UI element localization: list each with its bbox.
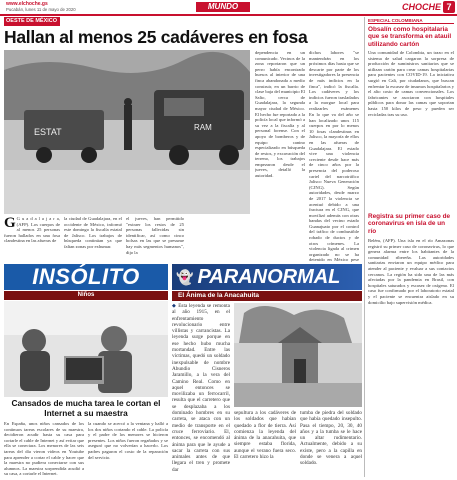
photo-scene bbox=[4, 50, 250, 214]
paranormal-col-3: tumba de piedra del soldado que había quedado insepulto. Pasa el tiempo, 20, 30, 40 años y a la tumba se le hace un altar rudimentario. Actualmente, debido a su existe, pero a la capilla en donde se venera a aquel soldado. bbox=[300, 410, 362, 467]
story-headline: Hallan al menos 25 cadáveres en fosa bbox=[4, 27, 308, 47]
insolito-headline: Cansados de mucha tarea le cortan el Internet a su maestra bbox=[11, 398, 161, 418]
story-col-3: el jueves, han permitido "extraer los restos de 25 personas fallecidas sin identificar, así como cinco bolsas en las que se presume hay más segmentos humanos", dijo la bbox=[126, 216, 184, 255]
insolito-col-1: En España, unos niños cansados de los continuos tareas escolares de su maestra, decidieron acudir hasta su casa para cortarle el cable de Internet y así evitar que ella se conectara. Los menores de las seis tareas del día vieron videos en Youtube para aprender a cortar el cable y hacer que la maestra no pudiera conectarse con sus alumnos. La maestra sorprendida acudió a su casa, a cortarle el Internet. bbox=[4, 421, 84, 477]
svg-text:ESTAT: ESTAT bbox=[34, 127, 62, 137]
sidebar-headline-1: Obsalín como hospitalaria que se transforma en atauil utilizando cartón bbox=[368, 26, 452, 48]
bullet-icon: ◆ bbox=[172, 303, 179, 309]
paranormal-subtitle: El Ánima de la Anacahuita bbox=[172, 291, 362, 301]
story-col-5: dichos labores "se mantendrán en los próximos días hasta que se descarte por parte de los investigadores la presencia de más indicios en la finca", indicó la fiscalía. Los cadáveres y los indicios fueron trasladados a la morgue local para realizarles exámenes bbox=[309, 50, 359, 111]
story-kicker: OESTE DE MÉXICO bbox=[4, 17, 60, 26]
drop-cap: G bbox=[4, 216, 16, 231]
header-rule bbox=[0, 14, 457, 16]
insolito-section: Niños bbox=[4, 291, 168, 300]
sidebar-body-1: Una comunidad de Colombia, un trazo en el sistema de salud cargaron la sorpresa de producción de suministros sanitarios que se utilizan cartón para crear camas hospitalarias para pacientes con COVID-19. La iniciativa surgió en Cali, por ciudadanos, que buscan enfrentar la escasez de insumos hospitalarios y el alto costo de camas convencionales. Los fabricantes se asociaron con hospitales públicos para donar las camas que soportan hasta 150 kilos de peso y pueden ser recicladas tras su uso. bbox=[368, 50, 454, 117]
insolito-banner bbox=[4, 264, 168, 290]
sidebar-body-2: Belém, (AFP). Una isla en el río Amazonas registró su primer caso de coronavirus, lo que genera alarma entre los habitantes de la comunidad ribereña. Las autoridades sanitarias enviaron un equipo médico para atender al paciente y evaluar a sus contactos cercanos. La región ha sido una de las más afectadas por la pandemia en Brasil, con hospitales saturados y escasez de oxígeno. El caso fue confirmado por el laboratorio estatal y el paciente se encuentra aislado en su domicilio bajo supervisión médica. bbox=[368, 238, 454, 305]
sidebar-divider bbox=[364, 17, 365, 477]
brand-name: CHOCHE bbox=[401, 1, 441, 12]
section-label: MUNDO bbox=[196, 2, 250, 12]
kids-photo bbox=[4, 301, 168, 397]
story-col-6: En lo que va del año se han localizado unos 115 cuerpos en por lo menos 10 fosas clandestinas en Jalisco, la mayoría de ellos en las afueras de Guadalajara. El estado vive una violencia creciente desde hace más de cinco años por la presencia del poderoso cartel del narcotráfico Jalisco Nueva Generación (CJNG). Según autoridades, desde marzo de 2017 la violencia se acentuó debido a una fractura en el CJNG, que movilizó además con otras bandas del vecino estado Guanajuato por el control del tráfico de combustible robado de ductos y de otros crímenes. La violencia ligada al crimen organizado no se ha detenido en México pese bbox=[309, 112, 359, 262]
svg-text:RAM: RAM bbox=[194, 123, 212, 132]
story-col-2b bbox=[188, 216, 250, 262]
date-line: Pucabán, lunes 11 de mayo de 2020 bbox=[6, 7, 76, 12]
paranormal-text-1: Esta leyenda se remonta al año 1915, en el enfrentamiento revolucionario entre villistas y carrancistas. La leyenda surge porque en ese hecho hubo mucha mortandad. Entre las víctimas, quedó un soldado inexpulsable de nombre Abundio Cisneros Jaramillo, a la vera del Camino Real. Como en aquel entonces se movilizaba un ferrocarril, resulta que el carretero que se desplazaba a los dominado hombres en su carreta, se ataca con un medio de transporte en el cruce ferroviario. El, entonces, se encomendó al ánima para que le ayude a sacar la carreta con sus animales antes de que llegara el tren y promete dar bbox=[172, 303, 230, 473]
story-col-2: la ciudad de Guadalajara, en el occidente de México, informó este domingo la fiscalía estatal de Jalisco. Los trabajos de búsqueda continúan ya que faltan zonas por exhumar. bbox=[64, 216, 122, 249]
news-photo bbox=[4, 50, 250, 214]
story-text-1: G u a d a l a j a r a, (AFP). Los cuerpos de al menos 25 personas fueron hallados en una fosa clandestina en las afueras de bbox=[4, 216, 60, 244]
chapel-scene bbox=[234, 303, 362, 407]
ghost-icon: 👻 bbox=[176, 268, 194, 285]
paranormal-col-2: sepultura a los cadáveres de los soldados que habían quedado a flor de tierra. Así comienza la leyenda del ánima de la anacahuita, que siempre estaba florida, aunque el verano fuera seco. El carretero hizo la bbox=[234, 410, 296, 461]
story-col-1 bbox=[4, 216, 60, 262]
page-number: 7 bbox=[443, 1, 455, 13]
officer bbox=[124, 105, 132, 150]
paranormal-banner bbox=[172, 264, 362, 290]
kids-scene bbox=[4, 301, 168, 397]
chapel-photo bbox=[234, 303, 362, 407]
brand-logo bbox=[395, 0, 455, 13]
sidebar-headline-2: Registra su primer caso de coronavirus en isla de un río bbox=[368, 213, 451, 235]
sidebar-kicker: ESPECIAL COLOMBIANA bbox=[368, 17, 454, 24]
insolito-col-2: la cuando se acercó a la ventana y halló a los dos niños cortando el cable. La policía y el padre de los menores se hicieron presentes. Los niños fueron regañados y se aseguró que no volverían a hacerlo. Los padres pagaron el costo de la reparación del servicio. bbox=[88, 421, 168, 460]
site-url[interactable]: www.elchoche.gs bbox=[6, 1, 48, 7]
insolito-title: INSÓLITO bbox=[32, 264, 140, 289]
story-col-4: dependencia en un comunicado. Vecinos de la zona reportaron que un perro había encontrado huesos al interior de una finca abandonada a medio construir, en un barrio de clase baja del municipio El Salto, cerca de Guadalajara, la segunda mayor ciudad de México. El hecho fue reportado a la policía local que informó a su vez a la fiscalía y al personal forense. Con el apoyo de bomberos y de equipo canino especializado en búsqueda de restos, y excavación del terreno, los trabajos empezaron desde el jueves, detalló la autoridad. bbox=[255, 50, 305, 179]
paranormal-col-1 bbox=[172, 303, 230, 479]
paranormal-title: PARANORMAL bbox=[197, 265, 341, 288]
masthead-left bbox=[6, 2, 146, 12]
